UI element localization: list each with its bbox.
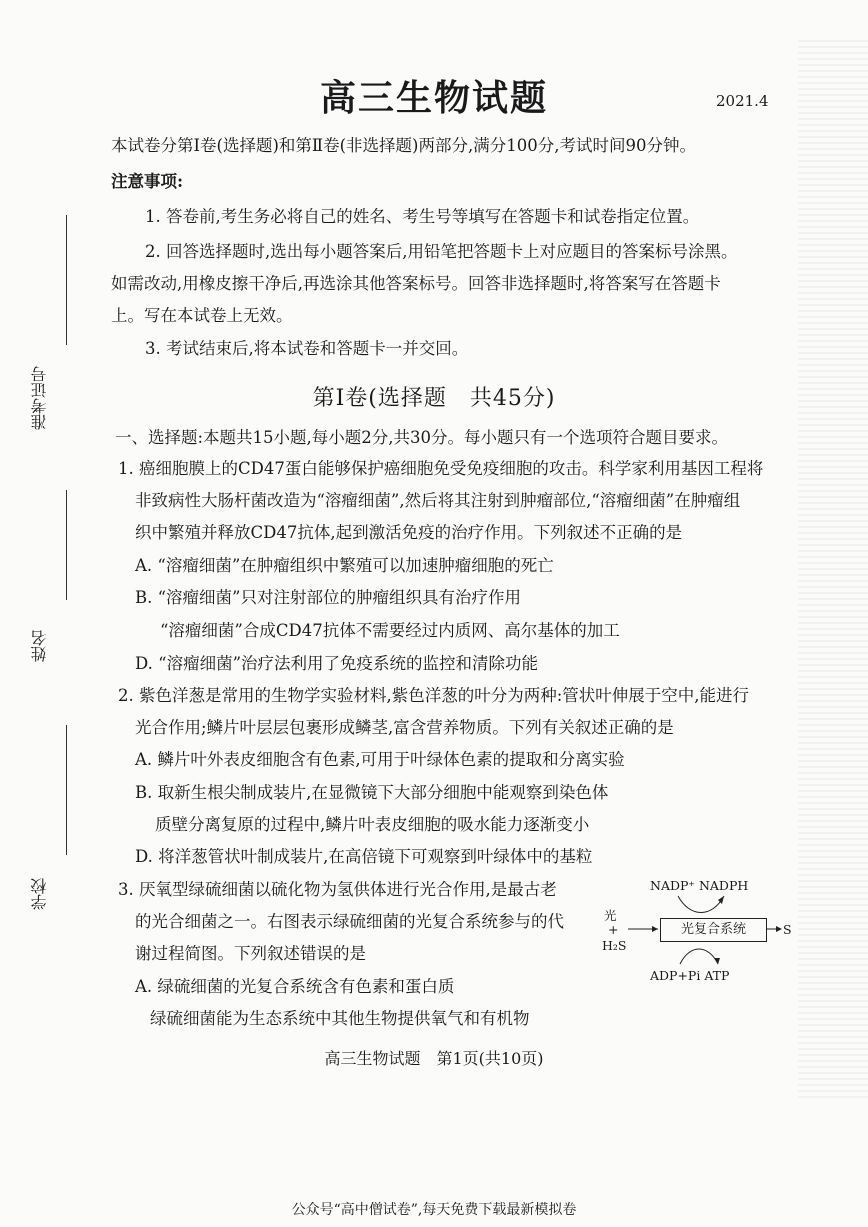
question-2-option-d: D. 将洋葱管状叶制成装片,在高倍镜下可观察到叶绿体中的基粒 [135,847,593,866]
sulfur-label: S [783,922,792,937]
nadp-label: NADP⁺ NADPH [650,878,749,893]
exam-date: 2021.4 [716,92,769,110]
question-2-stem: 光合作用;鳞片叶层层包裹形成鳞茎,富含营养物质。下列有关叙述正确的是 [135,718,674,737]
question-1-option-a: A. “溶瘤细菌”在肿瘤组织中繁殖可以加速肿瘤细胞的死亡 [135,556,554,575]
question-2-option-b: B. 取新生根尖制成装片,在显微镜下大部分细胞中能观察到染色体 [135,783,609,802]
margin-school-label: 学校 [30,878,49,910]
question-3-option-b: 绿硫细菌能为生态系统中其他生物提供氧气和有机物 [150,1009,530,1028]
margin-line [66,725,67,855]
notice-item-3: 3. 考试结束后,将本试卷和答题卡一并交回。 [145,339,469,358]
scan-edge-noise [798,40,868,1100]
section-instruction: 一、选择题:本题共15小题,每小题2分,共30分。每小题只有一个选项符合题目要求。 [115,428,729,447]
question-3-option-a: A. 绿硫细菌的光复合系统含有色素和蛋白质 [135,977,455,996]
question-3-stem: 3. 厌氧型绿硫细菌以硫化物为氢供体进行光合作用,是最古老 [118,880,557,899]
light-label: 光 [604,908,617,923]
notice-item-2-cont: 上。写在本试卷上无效。 [111,306,293,325]
question-2-option-a: A. 鳞片叶外表皮细胞含有色素,可用于叶绿体色素的提取和分离实验 [135,750,625,769]
question-2-option-c: 质壁分离复原的过程中,鳞片叶表皮细胞的吸水能力逐渐变小 [155,815,590,834]
question-1-option-d: D. “溶瘤细菌”治疗法利用了免疫系统的监控和清除功能 [135,654,539,673]
question-1-stem: 非致病性大肠杆菌改造为“溶瘤细菌”,然后将其注射到肿瘤部位,“溶瘤细菌”在肿瘤组 [135,491,741,510]
margin-name-label: 姓名 [30,630,49,662]
margin-line [66,215,67,345]
plus-label: + [608,922,619,937]
question-1-stem: 织中繁殖并释放CD47抗体,起到激活免疫的治疗作用。下列叙述不正确的是 [135,523,683,542]
notice-item-1: 1. 答卷前,考生务必将自己的姓名、考生号等填写在答题卡和试卷指定位置。 [145,207,700,226]
question-1-option-b: B. “溶瘤细菌”只对注射部位的肿瘤组织具有治疗作用 [135,588,521,607]
photosystem-box: 光复合系统 [660,918,767,942]
notice-item-2: 2. 回答选择题时,选出每小题答案后,用铅笔把答题卡上对应题目的答案标号涂黑。 [145,242,738,261]
adp-atp-label: ADP+Pi ATP [650,968,730,983]
question-3-stem: 的光合细菌之一。右图表示绿硫细菌的光复合系统参与的代 [135,912,564,931]
page-title: 高三生物试题 [319,77,548,119]
page-footer: 高三生物试题 第1页(共10页) [324,1049,544,1068]
notice-item-2-cont: 如需改动,用橡皮擦干净后,再选涂其他答案标号。回答非选择题时,将答案写在答题卡 [111,274,721,293]
margin-exam-id-label: 准考证号 [30,366,49,430]
intro-line: 本试卷分第Ⅰ卷(选择题)和第Ⅱ卷(非选择题)两部分,满分100分,考试时间90分钟。 [111,136,696,155]
notice-heading: 注意事项: [111,172,184,191]
h2s-label: H₂S [602,938,627,953]
photosystem-diagram [600,878,790,988]
promo-banner: 公众号“高中僧试卷”,每天免费下载最新模拟卷 [291,1202,577,1218]
question-1-option-c: “溶瘤细菌”合成CD47抗体不需要经过内质网、高尔基体的加工 [160,621,620,640]
question-2-stem: 2. 紫色洋葱是常用的生物学实验材料,紫色洋葱的叶分为两种:管状叶伸展于空中,能进行 [118,686,750,705]
margin-line [66,490,67,600]
question-3-stem: 谢过程简图。下列叙述错误的是 [135,944,366,963]
question-1-stem: 1. 癌细胞膜上的CD47蛋白能够保护癌细胞免受免疫细胞的攻击。科学家利用基因工程将 [118,459,764,478]
section-title: 第Ⅰ卷(选择题 共45分) [312,386,556,411]
